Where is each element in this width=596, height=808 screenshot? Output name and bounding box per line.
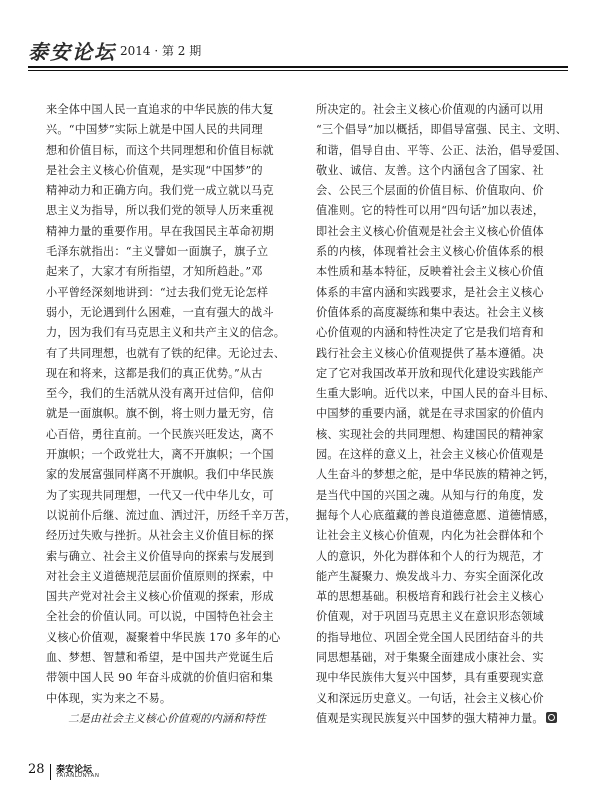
text-line: 开旗帜；一个政党壮大，离不开旗帜；一个国 (46, 448, 274, 462)
text-line: 全社会的价值认同。可以说，中国特色社会主 (46, 610, 274, 624)
text-line: 能产生凝聚力、焕发战斗力、夯实全面深化改 (316, 569, 544, 583)
section-subhead: 二是由社会主义核心价值观的内涵和特性 (68, 711, 266, 725)
text-line: 精神力量的重要作用。早在我国民主革命初期 (46, 224, 274, 238)
text-line: 精神动力和正确方向。我们党一成立就以马克 (46, 184, 274, 198)
text-line: 核、实现社会的共同理想、构建国民的精神家 (316, 427, 544, 441)
text-line: 心百倍，勇往直前。一个民族兴旺发达，离不 (46, 427, 274, 441)
text-line: 体系的丰富内涵和实践要求，是社会主义核心 (316, 285, 544, 299)
text-line: “三个倡导”加以概括，即倡导富强、民主、文明、 (316, 123, 567, 137)
text-line: 敬业、诚信、友善。这个内涵包含了国家、社 (316, 163, 544, 177)
text-line: 价值体系的高度凝练和集中表达。社会主义核 (316, 305, 544, 319)
text-line: 价值观，对于巩固马克思主义在意识形态领域 (316, 610, 544, 624)
text-line: 有了共同理想，也就有了铁的纪律。无论过去、 (46, 346, 286, 360)
text-line: 会、公民三个层面的价值目标、价值取向、价 (316, 184, 544, 198)
text-line: 践行社会主义核心价值观提供了基本遵循。决 (316, 346, 544, 360)
text-line: 力，因为我们有马克思主义和共产主义的信念。 (46, 326, 286, 340)
header-rule-thin (28, 70, 568, 71)
text-line: 小平曾经深刻地讲到：“过去我们党无论怎样 (46, 285, 269, 299)
text-line: 让社会主义核心价值观，内化为社会群体和个 (316, 529, 544, 543)
text-line: 现中华民族伟大复兴中国梦，具有重要现实意 (316, 671, 544, 685)
text-line: 生重大影响。近代以来，中国人民的奋斗目标、 (316, 387, 556, 401)
issue-label: 2014 · 第 2 期 (120, 44, 202, 58)
text-line: 以说前仆后继、流过血、洒过汗，历经千辛万苦， (46, 508, 297, 522)
page-header (28, 36, 568, 64)
text-line: 国共产党对社会主义核心价值观的探索，形成 (46, 590, 274, 604)
text-line: 心价值观的内涵和特性决定了它是我们培育和 (316, 326, 544, 340)
text-line: 值准则。它的特性可以用“四句话”加以表述， (316, 204, 545, 218)
page-number: 28 (28, 762, 45, 777)
text-line: 和谐，倡导自由、平等、公正、法治，倡导爱国、 (316, 143, 567, 157)
text-line: 值观是实现民族复兴中国梦的强大精神力量。 (316, 711, 544, 725)
text-line: 起来了，大家才有所指望，才知所趋赴。”邓 (46, 265, 263, 279)
text-line: 就是一面旗帜。旗不倒，将士则力量无穷，信 (46, 407, 274, 421)
text-line: 带领中国人民 90 年奋斗成就的价值归宿和集 (46, 671, 274, 685)
text-line: 中国梦的重要内涵，就是在寻求国家的价值内 (316, 407, 544, 421)
text-line: 园。在这样的意义上，社会主义核心价值观是 (316, 448, 544, 462)
text-line: 定了它对我国改革开放和现代化建设实践能产 (316, 366, 544, 380)
text-line: 是当代中国的兴国之魂。从知与行的角度，发 (316, 488, 544, 502)
text-line: 的指导地位、巩固全党全国人民团结奋斗的共 (316, 630, 544, 644)
text-line: 义核心价值观，凝聚着中华民族 170 多年的心 (46, 630, 281, 644)
right-column (316, 100, 568, 729)
text-line: 想和价值目标，而这个共同理想和价值目标就 (46, 143, 274, 157)
text-line: 为了实现共同理想，一代又一代中华儿女，可 (46, 488, 274, 502)
text-line: 对社会主义道德规范层面价值原则的探索，中 (46, 569, 274, 583)
header-rule-thick (28, 66, 568, 68)
text-line: 掘每个人心底蕴藏的善良道德意愿、道德情感， (316, 508, 556, 522)
text-line: 家的发展富强同样离不开旗帜。我们中华民族 (46, 468, 274, 482)
page-footer (28, 762, 568, 792)
text-line: 毛泽东就指出：“主义譬如一面旗子，旗子立 (46, 245, 269, 259)
text-line: 所决定的。社会主义核心价值观的内涵可以用 (316, 103, 544, 116)
text-line: 革的思想基础。积极培育和践行社会主义核心 (316, 590, 544, 604)
text-line: 思主义为指导，所以我们党的领导人历来重视 (46, 204, 274, 218)
text-line: 经历过失败与挫折。从社会主义价值目标的探 (46, 529, 274, 543)
text-line: 索与确立、社会主义价值导向的探索与发展到 (46, 549, 274, 563)
text-line: 至今，我们的生活就从没有离开过信仰，信仰 (46, 387, 274, 401)
end-mark-icon (546, 712, 557, 723)
footer-divider (50, 764, 51, 780)
text-line: 是社会主义核心价值观，是实现“中国梦”的 (46, 163, 263, 177)
text-line: 本性质和基本特征，反映着社会主义核心价值 (316, 265, 544, 279)
text-line: 血、梦想、智慧和希望，是中国共产党诞生后 (46, 651, 274, 665)
journal-title: 泰安论坛 (28, 40, 116, 64)
text-line: 人的意识，外化为群体和个人的行为规范，才 (316, 549, 544, 563)
footer-journal-name-en: TAIANLUNTAN (56, 773, 100, 779)
text-line: 同思想基础，对于集聚全面建成小康社会、实 (316, 651, 544, 665)
text-line: 即社会主义核心价值观是社会主义核心价值体 (316, 224, 544, 238)
text-line: 来全体中国人民一直追求的中华民族的伟大复 (46, 103, 274, 116)
text-line: 弱小，无论遇到什么困难，一直有强大的战斗 (46, 305, 274, 319)
text-line: 兴。“中国梦”实际上就是中国人民的共同理 (46, 123, 263, 137)
text-line: 系的内核，体现着社会主义核心价值体系的根 (316, 245, 544, 259)
text-line: 现在和将来，这都是我们的真正优势。”从古 (46, 366, 263, 380)
footer-journal-name: 泰安论坛 (56, 765, 93, 775)
text-line: 义和深远历史意义。一句话，社会主义核心价 (316, 691, 544, 705)
text-line: 中体现，实为来之不易。 (46, 691, 172, 705)
text-line: 人生奋斗的梦想之舵，是中华民族的精神之钙， (316, 468, 556, 482)
left-column (46, 100, 298, 729)
